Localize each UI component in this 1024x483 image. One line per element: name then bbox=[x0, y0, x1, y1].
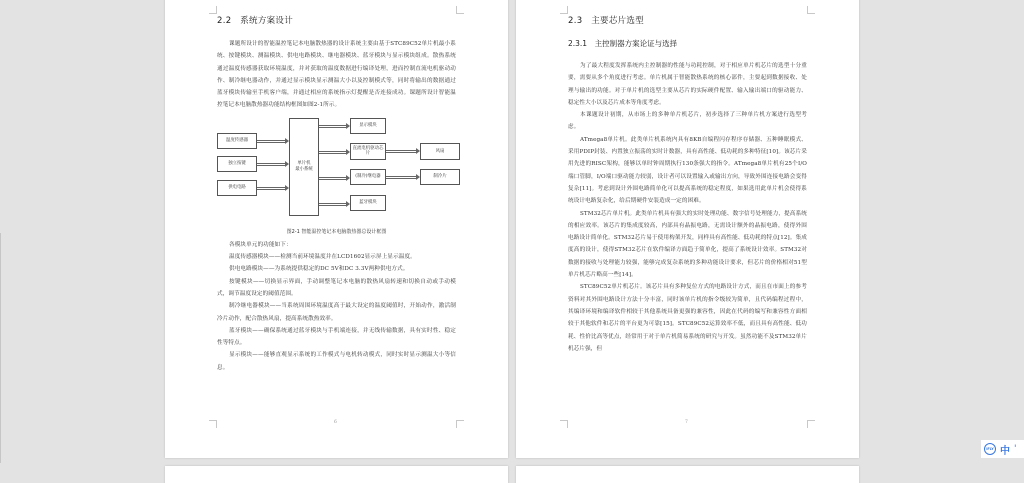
margin-corner-mark bbox=[560, 6, 568, 14]
page-number: 6 bbox=[334, 420, 337, 425]
ime-language-toggle[interactable]: 中 bbox=[1000, 445, 1010, 457]
figure-caption: 图2-1 智能温控笔记本电脑散热器总设计框图 bbox=[286, 228, 387, 235]
margin-corner-mark bbox=[456, 6, 464, 14]
diagram-arrow bbox=[386, 150, 416, 153]
diagram-box-bluetooth: 蓝牙模块 bbox=[350, 195, 386, 211]
ime-status-indicator[interactable] bbox=[981, 440, 1024, 458]
section-heading: 2.2 系统方案设计 bbox=[217, 16, 294, 26]
diagram-arrow bbox=[319, 203, 346, 206]
section-heading: 2.3 主要芯片选型 bbox=[568, 16, 645, 26]
body-paragraph: 为了最大程度发挥系统内主控制器的性能与功耗控制，对于相应单片机芯片的选型十分重要，需要从多个角度进行考虑。单片机属于智能散热系统的核心部件，主要起到数据接收、处理与输出的功能。对于单片机的选型主要从芯片的实际硬件配置、输入输出端口的驱动能力、稳定性大小以及芯片成本等角度考虑。 bbox=[568, 63, 807, 106]
body-paragraph: 制冷继电器模块——当系统周围环境温度高于最大设定的温度阈值时，开始动作，激活制冷片动作，配合散热风扇，提高系统散热效率。 bbox=[217, 303, 456, 322]
body-paragraph: 供电电路模块——为系统提供稳定的DC 5V和DC 3.3V两种供电方式。 bbox=[229, 266, 409, 273]
left-edge-scroll-track bbox=[0, 233, 1, 463]
ime-logo-icon[interactable]: iFLY bbox=[984, 443, 996, 455]
diagram-arrow bbox=[386, 176, 416, 179]
body-paragraph: 显示模块——能够直观显示系统的工作模式与电机转动模式，同时实时显示测温大小等信息。 bbox=[217, 352, 456, 371]
body-paragraph: STM32芯片单片机。此类单片机具有强大的实时处理功能、数字信号处理能力，提高系统的相应效率。该芯片的集成度较高，内部具有晶振电路，无需设计额外的晶振电路，使得外围电路设计简单化。STM32芯片易于使用构架开发，同样具有高性能、低功耗的特点[12]。集成度高的设计，使得STM32芯片在软件编译方面趋于简单化，提高了系统设计效率。STM32对数据的接收与处理能力较强，能够完成复杂系统的多种功能设计要求，但芯片的价格相对51型单片机芯片略高一些[14]。 bbox=[568, 210, 807, 279]
diagram-box-display: 显示模块 bbox=[350, 118, 386, 134]
diagram-arrow bbox=[257, 140, 285, 143]
diagram-box-fan: 风扇 bbox=[420, 143, 460, 160]
body-paragraph: 温度传感器模块——检测当前环境温度并在LCD1602显示屏上显示温度。 bbox=[229, 254, 416, 261]
diagram-box-mcu: 单片机 最小系统 bbox=[289, 118, 319, 216]
document-page-9-top bbox=[516, 466, 859, 483]
margin-corner-mark bbox=[209, 420, 217, 428]
document-page-6 bbox=[165, 0, 508, 458]
diagram-arrow bbox=[319, 125, 346, 128]
diagram-box-relay: (制冷)继电器 bbox=[350, 169, 386, 185]
subsection-heading: 2.3.1 主控制器方案论证与选择 bbox=[568, 39, 678, 48]
diagram-arrow bbox=[319, 151, 346, 154]
diagram-arrow bbox=[257, 187, 285, 190]
diagram-box-power: 供电电路 bbox=[217, 180, 257, 196]
body-paragraph: STC89C52单片机芯片。该芯片具有多种复位方式的电路设计方式，而且在市面上的参考资料对其外围电路设计方法十分丰富，同时该单片机的指令级较为简单，且代码编程过程中，其编译环境和编译软件相较于其他系统具备更强的兼容性，因此在代码的编写和兼容性方面相较于其他软件和芯片的平台更为可靠[15]。STC89C52运算效率不低，而且具有高性能、低功耗、性价比高等优点，经常用于对于单片机简易系统的研究与开发。虽然功能不及STM32单片机芯片强，但 bbox=[568, 284, 807, 352]
body-paragraph: ATmega8单片机。此类单片机系统内具有8KB自编程闪存程序存储器、五种睡眠模式、采用PDIP封装、内置独立振荡的实时计数器，具有高性能、低功耗的多种特征[10]。该芯片采用先进的RISC架构，能够以单时钟周期执行130条强大的指令。ATmega8单片机有25个I/O端口管脚，I/O端口驱动能力较弱，设计者可以设置输入或输出方向，导致外围连接电路会变得复杂[11]。考虑到设计外围电路简单化可以提高系统的稳定程度，如果选用此单片机会使得系统设计电路复杂化，给后期硬件安装造成一定的困难。 bbox=[568, 136, 807, 205]
block-diagram bbox=[217, 118, 456, 226]
body-paragraph: 各模块单元的功能如下： bbox=[229, 241, 292, 248]
document-page-8-top bbox=[165, 466, 508, 483]
diagram-box-motor-driver: 直流电机驱动芯片 bbox=[350, 143, 386, 160]
diagram-arrow bbox=[257, 163, 285, 166]
body-paragraph: 按键模块——切换显示界面，手动调整笔记本电脑的散热风扇转速和切换自动或手动模式，调节温度设定的阈值范围。 bbox=[217, 278, 456, 297]
page-number: 7 bbox=[685, 420, 688, 425]
document-page-7 bbox=[516, 0, 859, 458]
diagram-box-keys: 独立按键 bbox=[217, 156, 257, 172]
margin-corner-mark bbox=[807, 6, 815, 14]
margin-corner-mark bbox=[807, 420, 815, 428]
margin-corner-mark bbox=[209, 6, 217, 14]
body-paragraph: 本课题设计初期，从市场上的多种单片机芯片，初步选择了三种单片机方案进行选型考虑。 bbox=[568, 112, 807, 131]
body-paragraph: 蓝牙模块——确保系统通过蓝牙模块与手机端连接，并无线传输数据，具有实时性、稳定性等特点。 bbox=[217, 327, 456, 347]
margin-corner-mark bbox=[456, 420, 464, 428]
body-paragraph: 课题所设计的智能温控笔记本电脑散热器的设计系统主要由基于STC89C52单片机最小系统、按键模块、测温模块、供电电路模块、继电器模块、蓝牙模块与显示模块组成。散热系统通过温度传感器获取环境温度，并对获取的温度数据进行编译处理，进而控制直流电机驱动动作、制冷继电器动作，并通过显示模块显示测温大小以及控制模式等，同时将输出的数据通过蓝牙模块传输至手机客户端，并通过相应的系统指示灯提醒是否连接成功。课题所设计智能温控笔记本电脑散热器功能结构框图如图2-1所示。 bbox=[217, 41, 456, 109]
diagram-box-cooler: 制冷片 bbox=[420, 169, 460, 185]
diagram-box-temp-sensor: 温度传感器 bbox=[217, 133, 257, 149]
ime-punctuation-icon[interactable]: ' bbox=[1014, 444, 1017, 454]
margin-corner-mark bbox=[560, 420, 568, 428]
diagram-arrow bbox=[319, 177, 346, 180]
